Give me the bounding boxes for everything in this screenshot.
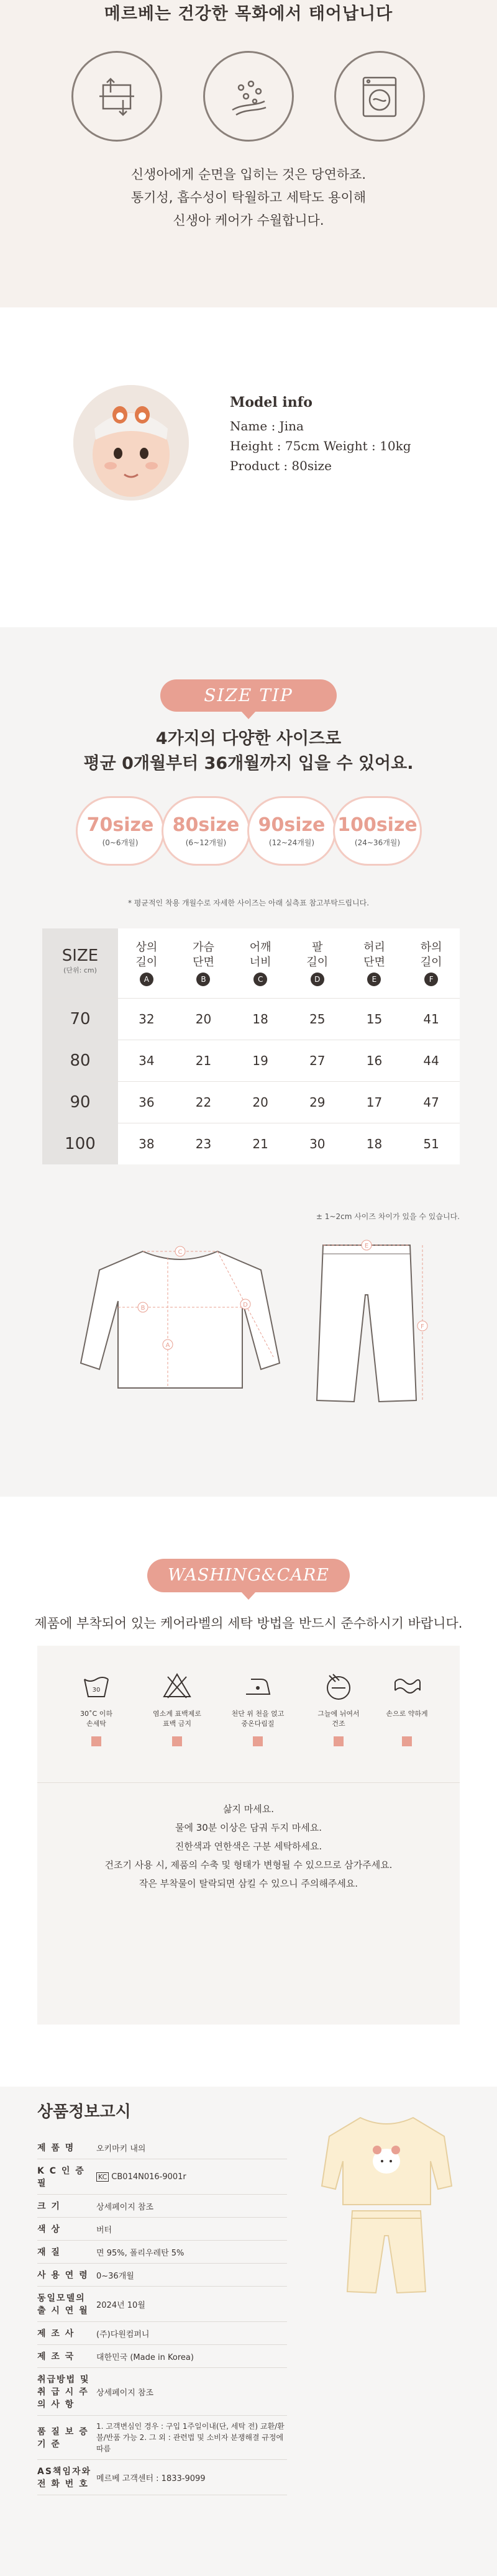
size-tip-badge: SIZE TIP	[160, 679, 337, 712]
breathable-fabric-icon	[71, 51, 162, 142]
product-info-table	[37, 2136, 287, 2495]
size-value: 17	[366, 1094, 383, 1110]
shade-dry-icon	[323, 1671, 354, 1702]
wash-30-icon	[81, 1671, 112, 1702]
washing-headline: 제품에 부착되어 있는 케어라벨의 세탁 방법을 반드시 준수하시기 바랍니다.	[34, 1616, 463, 1631]
care-label-line: 염소계 표백제로	[153, 1710, 201, 1718]
column-header	[403, 928, 460, 998]
size-value: 51	[423, 1136, 439, 1151]
care-marker	[253, 1736, 263, 1746]
care-label	[224, 1709, 292, 1730]
column-label: 어깨	[249, 940, 271, 954]
size-headline-line: 평균 0개월부터 36개월까지 입을 수 있어요.	[83, 754, 414, 773]
column-tag: E	[367, 973, 381, 986]
care-label	[143, 1709, 211, 1730]
info-key: K C 인 증 필	[37, 2159, 96, 2195]
washing-line: 작은 부착물이 탈락되면 삼킬 수 있으니 주의해주세요.	[139, 1878, 358, 1889]
column-label: 하의	[420, 940, 442, 954]
size-value: 36	[139, 1094, 155, 1110]
info-value: 오키마키 내의	[96, 2136, 287, 2159]
info-value: 면 95%, 폴리우레탄 5%	[96, 2241, 287, 2264]
info-key: 제 조 국	[37, 2345, 96, 2368]
washing-badge: WASHING&CARE	[147, 1559, 350, 1592]
info-key: 색 상	[37, 2218, 96, 2241]
care-marker	[91, 1736, 101, 1746]
care-item	[62, 1671, 130, 1746]
column-label: 길이	[306, 955, 329, 969]
care-label-line: 천단 위 천을 얹고	[231, 1710, 285, 1718]
size-name: 80size	[172, 814, 240, 836]
size-value: 21	[195, 1053, 212, 1068]
info-key: 제 품 명	[37, 2136, 96, 2159]
diagram-tag: D	[243, 1302, 248, 1308]
care-item	[143, 1671, 211, 1746]
size-value: 18	[366, 1136, 383, 1151]
size-option-100	[333, 796, 422, 866]
column-label: 너비	[249, 955, 271, 969]
size-range: (0~6개월)	[102, 838, 139, 847]
info-row	[37, 2322, 287, 2345]
column-header	[289, 928, 346, 998]
diagram-tag: E	[364, 1243, 369, 1249]
info-row	[37, 2136, 287, 2159]
size-value: 25	[309, 1011, 326, 1027]
size-row	[42, 998, 460, 1040]
model-info-text	[230, 392, 411, 476]
diagram-tag: B	[140, 1305, 145, 1312]
size-value: 20	[252, 1094, 268, 1110]
size-option-90	[247, 796, 336, 866]
diagram-tag: C	[178, 1249, 183, 1256]
column-label: 단면	[363, 955, 385, 969]
svg-text:30: 30	[92, 1687, 101, 1694]
size-table-header	[42, 928, 460, 998]
info-value: 상세페이지 참조	[96, 2368, 287, 2416]
washing-line: 삶지 마세요.	[223, 1803, 274, 1815]
column-tag: D	[311, 973, 324, 986]
care-label	[373, 1709, 441, 1730]
column-label: 팔	[312, 940, 323, 954]
size-name: 90size	[258, 814, 326, 836]
hand-wring-icon	[391, 1671, 422, 1702]
size-headline-line: 4가지의 다양한 사이즈로	[155, 729, 342, 748]
model-info-section	[0, 385, 497, 503]
size-name: 100size	[337, 814, 417, 836]
product-illustration	[320, 2111, 454, 2298]
care-label-line: 30˚C 이하	[80, 1710, 112, 1718]
column-label: 길이	[135, 955, 158, 969]
size-tip-headline	[0, 727, 497, 776]
size-value: 16	[366, 1053, 383, 1068]
column-label: 상의	[135, 940, 158, 954]
row-size-label: 70	[42, 998, 118, 1040]
model-photo	[73, 385, 189, 501]
intro-description	[0, 163, 497, 232]
row-size-label: 80	[42, 1040, 118, 1081]
info-value	[96, 2159, 287, 2195]
size-unit: (단위: cm)	[63, 966, 97, 974]
info-row	[37, 2195, 287, 2218]
size-range: (6~12개월)	[185, 838, 227, 847]
column-header	[175, 928, 232, 998]
model-info-heading: Model info	[230, 394, 312, 410]
care-label-line: 건조	[332, 1720, 345, 1728]
washing-line: 진한색과 연한색은 구분 세탁하세요.	[175, 1841, 322, 1852]
size-variance-note: ± 1~2cm 사이즈 차이가 있을 수 있습니다.	[316, 1212, 460, 1221]
column-label: 허리	[363, 940, 385, 954]
care-item	[373, 1671, 441, 1746]
intro-line: 통기성, 흡수성이 탁월하고 세탁도 용이해	[130, 190, 367, 205]
info-value: 버터	[96, 2218, 287, 2241]
size-option-70	[76, 796, 165, 866]
care-marker	[172, 1736, 182, 1746]
cotton-plant-icon	[203, 51, 294, 142]
pants-garment-diagram	[304, 1239, 429, 1413]
size-corner-label: SIZE	[62, 946, 99, 965]
info-value: 0~36개월	[96, 2264, 287, 2287]
size-range: (12~24개월)	[268, 838, 315, 847]
size-value: 44	[423, 1053, 439, 1068]
intro-line: 신생아 케어가 수월합니다.	[173, 213, 324, 228]
washing-care-section	[0, 1497, 497, 2018]
top-garment-diagram	[75, 1239, 286, 1400]
model-height-weight: Height : 75cm Weight : 10kg	[230, 438, 411, 453]
washing-box	[37, 1646, 460, 2025]
info-key: 재 질	[37, 2241, 96, 2264]
size-value: 19	[252, 1053, 268, 1068]
size-value: 20	[195, 1011, 212, 1027]
size-option-80	[162, 796, 250, 866]
column-label: 가슴	[193, 940, 214, 954]
washing-divider	[37, 1782, 460, 1783]
info-row	[37, 2218, 287, 2241]
info-row	[37, 2264, 287, 2287]
size-value: 34	[139, 1053, 155, 1068]
kc-mark-icon: KC	[96, 2172, 109, 2182]
care-marker	[402, 1736, 412, 1746]
info-key: 동일모델의 출 시 연 월	[37, 2287, 96, 2322]
care-label-line: 표백 금지	[162, 1720, 191, 1728]
column-tag: C	[253, 973, 267, 986]
care-label-line: 손으로 약하게	[386, 1710, 428, 1718]
washing-instructions	[37, 1800, 460, 1893]
model-product-size: Product : 80size	[230, 458, 332, 473]
column-label: 길이	[420, 955, 442, 969]
size-value: 21	[252, 1136, 268, 1151]
size-value: 18	[252, 1011, 268, 1027]
iron-low-icon	[242, 1671, 273, 1702]
size-row	[42, 1123, 460, 1164]
info-row	[37, 2159, 287, 2195]
info-row	[37, 2345, 287, 2368]
column-tag: B	[196, 973, 210, 986]
care-label-line: 그늘에 뉘여서	[317, 1710, 360, 1718]
care-label-line: 손세탁	[86, 1720, 106, 1728]
size-row	[42, 1081, 460, 1123]
intro-title: 메르베는 건강한 목화에서 태어납니다	[104, 4, 393, 24]
size-value: 38	[139, 1136, 155, 1151]
washing-machine-icon	[334, 51, 425, 142]
column-header	[232, 928, 289, 998]
size-value: 27	[309, 1053, 326, 1068]
size-value: 47	[423, 1094, 439, 1110]
washing-line: 건조기 사용 시, 제품의 수축 및 형태가 변형될 수 있으므로 삼가주세요.	[104, 1859, 393, 1871]
size-value: 29	[309, 1094, 326, 1110]
care-label	[304, 1709, 373, 1730]
care-item	[224, 1671, 292, 1746]
row-size-label: 100	[42, 1123, 118, 1164]
washing-line: 물에 30분 이상은 담궈 두지 마세요.	[175, 1822, 322, 1833]
diagram-tag: A	[165, 1342, 170, 1349]
column-tag: F	[424, 973, 438, 986]
care-item	[304, 1671, 373, 1746]
column-label: 단면	[193, 955, 214, 969]
info-row	[37, 2460, 287, 2495]
diagram-tag: F	[421, 1323, 424, 1330]
care-label	[62, 1709, 130, 1730]
no-bleach-icon	[162, 1671, 193, 1702]
info-value: 상세페이지 참조	[96, 2195, 287, 2218]
info-value: 대한민국 (Made in Korea)	[96, 2345, 287, 2368]
row-size-label: 90	[42, 1081, 118, 1123]
info-row	[37, 2368, 287, 2416]
size-value: 30	[309, 1136, 326, 1151]
column-header	[118, 928, 175, 998]
size-value: 23	[195, 1136, 212, 1151]
size-name: 70size	[86, 814, 154, 836]
size-value: 15	[366, 1011, 383, 1027]
info-row	[37, 2287, 287, 2322]
cotton-intro-section	[0, 0, 497, 307]
info-key: 사 용 연 령	[37, 2264, 96, 2287]
size-range: (24~36개월)	[354, 838, 401, 847]
column-header	[346, 928, 403, 998]
size-value: 41	[423, 1011, 439, 1027]
size-note: * 평균적인 착용 개월수로 자세한 사이즈는 아래 실측표 참고부탁드립니다.	[127, 899, 370, 907]
info-value: 메르베 고객센터 : 1833-9099	[96, 2460, 287, 2495]
care-marker	[334, 1736, 344, 1746]
product-info-heading: 상품정보고시	[37, 2103, 131, 2121]
info-key: 제 조 사	[37, 2322, 96, 2345]
size-value: 22	[195, 1094, 212, 1110]
info-value: (주)다원컴퍼니	[96, 2322, 287, 2345]
info-key: AS책임자와 전 화 번 호	[37, 2460, 96, 2495]
info-key: 취급방법 및 취 급 시 주 의 사 항	[37, 2368, 96, 2416]
size-corner-cell	[42, 928, 118, 998]
info-row	[37, 2241, 287, 2264]
care-label-line: 중온다림질	[241, 1720, 275, 1728]
kc-number: CB014N016-9001r	[111, 2172, 186, 2182]
size-value: 32	[139, 1011, 155, 1027]
info-row	[37, 2416, 287, 2460]
column-tag: A	[140, 973, 153, 986]
size-row	[42, 1040, 460, 1081]
info-key: 품 질 보 증 기 준	[37, 2416, 96, 2460]
info-value: 2024년 10월	[96, 2287, 287, 2322]
intro-line: 신생아에게 순면을 입히는 것은 당연하죠.	[130, 167, 367, 182]
model-name: Name : Jina	[230, 419, 304, 433]
size-table	[42, 928, 460, 1164]
info-value: 1. 고객변심인 경우 : 구입 1주일이내(단, 세탁 전) 교환/환불/반품 가능 2. 그 외 : 관련법 및 소비자 분쟁해결 규정에 따름	[96, 2416, 287, 2460]
info-key: 크 기	[37, 2195, 96, 2218]
product-info-section	[0, 2087, 497, 2576]
size-tip-section	[0, 627, 497, 1497]
